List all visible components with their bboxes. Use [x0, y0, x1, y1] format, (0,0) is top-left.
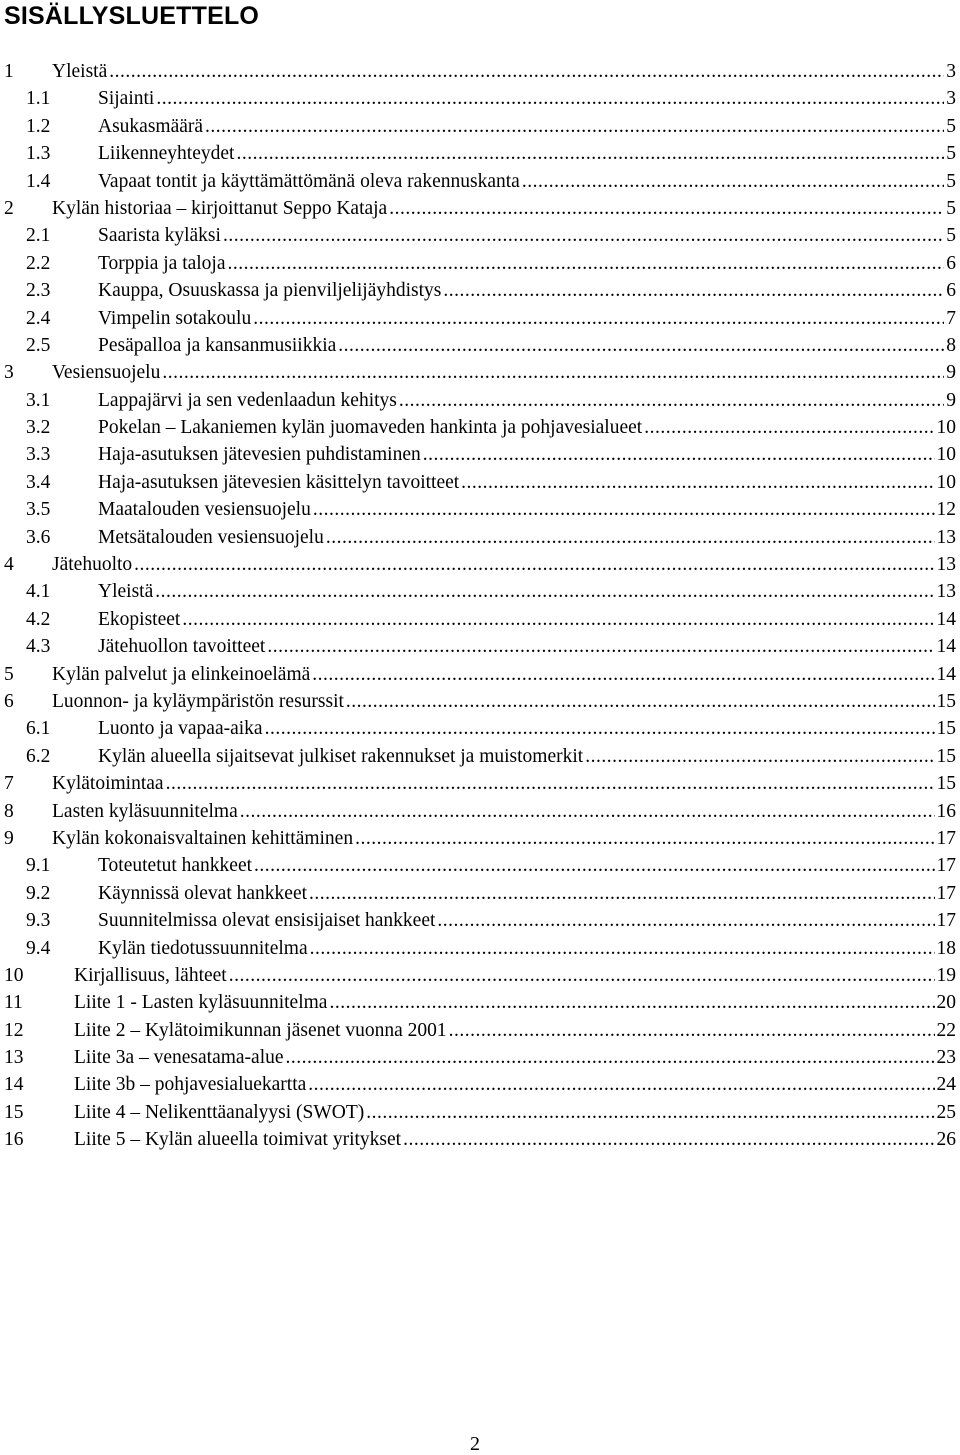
toc-entry-number: 1 [4, 61, 14, 82]
toc-entry-number: 2.1 [26, 225, 51, 247]
toc-entry-page: 14 [936, 636, 956, 658]
toc-dot-leader [240, 798, 935, 825]
toc-dot-leader [236, 140, 944, 167]
toc-entry-title: Lappajärvi ja sen vedenlaadun kehitys [98, 389, 397, 411]
toc-entry[interactable] [0, 441, 956, 468]
toc-entry-title: Suunnitelmissa olevat ensisijaiset hankkeet [98, 910, 436, 932]
toc-entry[interactable] [0, 1071, 956, 1098]
toc-entry-title: Pesäpalloa ja kansanmusiikkia [98, 334, 337, 356]
toc-entry-line [98, 332, 956, 359]
toc-entry-line [52, 688, 956, 715]
toc-entry-line [98, 414, 956, 441]
toc-entry-title: Liikenneyhteydet [98, 143, 235, 165]
toc-dot-leader [346, 688, 935, 715]
toc-dot-leader [228, 250, 945, 277]
toc-entry-page: 14 [936, 608, 956, 630]
toc-entry-number: 1.3 [26, 143, 51, 165]
toc-entry-title: Ekopisteet [98, 608, 181, 630]
toc-entry-title: Jätehuollon tavoitteet [98, 636, 266, 658]
toc-entry-number: 9 [4, 827, 14, 849]
toc-dot-leader [310, 935, 935, 962]
toc-dot-leader [155, 578, 934, 605]
toc-dot-leader [286, 1044, 935, 1071]
toc-entry-page: 3 [946, 61, 956, 82]
toc-entry-line [52, 551, 956, 578]
toc-entry-line [52, 359, 956, 386]
toc-entry-line [98, 715, 956, 742]
toc-dot-leader [254, 852, 934, 879]
toc-entry[interactable] [0, 1126, 956, 1153]
toc-entry-line [98, 277, 956, 304]
toc-entry-line [98, 524, 956, 551]
toc-entry[interactable] [0, 414, 956, 441]
toc-entry-line [52, 825, 956, 852]
toc-entry[interactable] [0, 1044, 956, 1071]
toc-entry-title: Kylän palvelut ja elinkeinoelämä [52, 663, 311, 685]
toc-dot-leader [313, 496, 935, 523]
toc-entry[interactable] [0, 633, 956, 660]
toc-entry-number: 15 [4, 1101, 24, 1123]
toc-dot-leader [522, 168, 944, 195]
toc-entry-line [52, 195, 956, 222]
toc-entry-title: Saarista kyläksi [98, 225, 221, 247]
toc-dot-leader [166, 770, 935, 797]
toc-entry-title: Yleistä [52, 61, 108, 82]
toc-dot-leader [399, 387, 944, 414]
toc-entry[interactable] [0, 85, 956, 112]
toc-entry-number: 3.3 [26, 444, 51, 466]
toc-entry-page: 15 [936, 745, 956, 767]
toc-entry-title: Kylän kokonaisvaltainen kehittäminen [52, 827, 354, 849]
toc-dot-leader [162, 359, 944, 386]
toc-entry-page: 15 [936, 773, 956, 795]
toc-entry[interactable] [0, 168, 956, 195]
toc-entry-number: 3.2 [26, 417, 51, 439]
toc-entry-title: Liite 4 – Nelikenttäanalyysi (SWOT) [74, 1101, 365, 1123]
toc-entry-title: Sijainti [98, 88, 155, 110]
toc-dot-leader [223, 222, 944, 249]
toc-dot-leader [366, 1099, 934, 1126]
toc-entry-line [98, 441, 956, 468]
toc-entry[interactable] [0, 113, 956, 140]
toc-entry-title: Vapaat tontit ja käyttämättömänä oleva rakennuskanta [98, 170, 520, 192]
toc-entry[interactable] [0, 332, 956, 359]
toc-entry-title: Haja-asutuksen jätevesien käsittelyn tavoitteet [98, 471, 460, 493]
toc-entry-number: 2 [4, 197, 14, 219]
toc-entry-title: Luonnon- ja kyläympäristön resurssit [52, 690, 344, 712]
toc-entry-page: 10 [936, 444, 956, 466]
toc-dot-leader [437, 907, 934, 934]
toc-dot-leader [338, 332, 944, 359]
toc-entry-page: 12 [936, 499, 956, 521]
toc-entry-line [98, 852, 956, 879]
toc-entry[interactable] [0, 715, 956, 742]
toc-entry-title: Yleistä [98, 581, 154, 603]
toc-entry-line [74, 989, 956, 1016]
toc-dot-leader [403, 1126, 934, 1153]
toc-entry-page: 20 [936, 992, 956, 1014]
toc-entry-line [52, 58, 956, 85]
toc-entry-line [98, 743, 956, 770]
toc-entry-title: Toteutetut hankkeet [98, 855, 253, 877]
toc-entry[interactable] [0, 58, 956, 85]
toc-entry-number: 1.1 [26, 88, 51, 110]
toc-entry-line [98, 140, 956, 167]
toc-dot-leader [267, 633, 934, 660]
toc-entry-number: 3.1 [26, 389, 51, 411]
toc-entry-line [52, 661, 956, 688]
toc-entry-title: Vesiensuojelu [52, 362, 161, 384]
toc-entry[interactable] [0, 798, 956, 825]
toc-entry-title: Torppia ja taloja [98, 252, 226, 274]
toc-entry[interactable] [0, 1017, 956, 1044]
toc-entry[interactable] [0, 140, 956, 167]
toc-entry-line [98, 578, 956, 605]
toc-dot-leader [355, 825, 934, 852]
toc-entry-title: Liite 5 – Kylän alueella toimivat yritykset [74, 1129, 402, 1151]
toc-entry-number: 9.3 [26, 910, 51, 932]
toc-dot-leader [205, 113, 944, 140]
toc-entry[interactable] [0, 387, 956, 414]
toc-entry-title: Kylätoimintaa [52, 773, 164, 795]
toc-entry-title: Vimpelin sotakoulu [98, 307, 252, 329]
toc-entry-title: Kauppa, Osuuskassa ja pienviljelijäyhdistys [98, 280, 442, 302]
toc-entry-title: Kirjallisuus, lähteet [74, 964, 227, 986]
toc-entry-line [98, 85, 956, 112]
toc-entry-page: 5 [946, 197, 956, 219]
toc-entry[interactable] [0, 606, 956, 633]
toc-entry-number: 13 [4, 1047, 24, 1069]
toc-entry-line [74, 1071, 956, 1098]
toc-entry[interactable] [0, 743, 956, 770]
toc-entry-line [98, 880, 956, 907]
page-number: 2 [470, 1433, 480, 1455]
toc-entry-page: 5 [946, 225, 956, 247]
toc-entry[interactable] [0, 661, 956, 688]
toc-dot-leader [449, 1017, 935, 1044]
toc-entry-number: 4.2 [26, 608, 51, 630]
toc-entry-number: 6.2 [26, 745, 51, 767]
toc-entry-number: 2.4 [26, 307, 51, 329]
toc-entry-number: 9.1 [26, 855, 51, 877]
toc-entry-title: Liite 1 - Lasten kyläsuunnitelma [74, 992, 328, 1014]
toc-entry-title: Haja-asutuksen jätevesien puhdistaminen [98, 444, 421, 466]
toc-entry[interactable] [0, 880, 956, 907]
toc-entry-page: 24 [936, 1074, 956, 1096]
toc-entry-line [52, 798, 956, 825]
toc-entry[interactable] [0, 277, 956, 304]
toc-entry-number: 3.4 [26, 471, 51, 493]
toc-dot-leader [389, 195, 944, 222]
table-of-contents [0, 58, 960, 1154]
page-title: SISÄLLYSLUETTELO [4, 2, 260, 30]
toc-entry-page: 10 [936, 417, 956, 439]
toc-entry-line [98, 606, 956, 633]
toc-entry-page: 18 [936, 937, 956, 959]
toc-entry-page: 19 [936, 964, 956, 986]
toc-entry-line [98, 222, 956, 249]
toc-entry[interactable] [0, 469, 956, 496]
toc-entry[interactable] [0, 359, 956, 386]
toc-entry-page: 7 [946, 307, 956, 329]
toc-dot-leader [229, 962, 935, 989]
toc-entry-page: 23 [936, 1047, 956, 1069]
toc-entry-page: 9 [946, 389, 956, 411]
toc-entry-number: 9.4 [26, 937, 51, 959]
toc-entry[interactable] [0, 935, 956, 962]
toc-entry-line [98, 496, 956, 523]
toc-entry-page: 5 [946, 115, 956, 137]
toc-entry-line [98, 935, 956, 962]
toc-dot-leader [265, 715, 935, 742]
toc-entry[interactable] [0, 551, 956, 578]
toc-entry-number: 14 [4, 1074, 24, 1096]
toc-entry-page: 6 [946, 252, 956, 274]
toc-entry-page: 9 [946, 362, 956, 384]
toc-dot-leader [443, 277, 944, 304]
toc-entry-line [98, 250, 956, 277]
toc-dot-leader [309, 880, 934, 907]
toc-entry-line [52, 770, 956, 797]
toc-entry-number: 4.3 [26, 636, 51, 658]
toc-entry-line [74, 1017, 956, 1044]
toc-entry-page: 16 [936, 800, 956, 822]
toc-dot-leader [182, 606, 934, 633]
toc-dot-leader [109, 58, 944, 85]
toc-entry-title: Luonto ja vapaa-aika [98, 718, 263, 740]
toc-entry-number: 6 [4, 690, 14, 712]
toc-entry[interactable] [0, 578, 956, 605]
toc-entry-title: Liite 2 – Kylätoimikunnan jäsenet vuonna 2001 [74, 1019, 447, 1041]
toc-entry-number: 2.2 [26, 252, 51, 274]
toc-entry-line [74, 1126, 956, 1153]
toc-entry-line [98, 907, 956, 934]
toc-entry-page: 22 [936, 1019, 956, 1041]
toc-dot-leader [312, 661, 934, 688]
toc-entry-page: 26 [936, 1129, 956, 1151]
toc-dot-leader [253, 305, 944, 332]
toc-dot-leader [329, 989, 934, 1016]
toc-entry-page: 5 [946, 143, 956, 165]
toc-entry[interactable] [0, 496, 956, 523]
toc-entry-page: 8 [946, 334, 956, 356]
toc-entry-number: 3.5 [26, 499, 51, 521]
toc-entry-number: 2.5 [26, 334, 51, 356]
toc-entry-page: 15 [936, 718, 956, 740]
toc-dot-leader [134, 551, 934, 578]
toc-entry-number: 9.2 [26, 882, 51, 904]
toc-entry-title: Kylän alueella sijaitsevat julkiset rakennukset ja muistomerkit [98, 745, 584, 767]
toc-entry[interactable] [0, 222, 956, 249]
toc-dot-leader [156, 85, 944, 112]
toc-entry[interactable] [0, 770, 956, 797]
toc-entry-line [74, 1044, 956, 1071]
toc-entry[interactable] [0, 524, 956, 551]
toc-dot-leader [326, 524, 935, 551]
toc-entry-number: 16 [4, 1129, 24, 1151]
toc-entry-page: 3 [946, 88, 956, 110]
toc-entry-title: Liite 3a – venesatama-alue [74, 1047, 284, 1069]
toc-entry-page: 17 [936, 910, 956, 932]
toc-entry-page: 14 [936, 663, 956, 685]
toc-entry-title: Kylän tiedotussuunnitelma [98, 937, 308, 959]
toc-entry-page: 15 [936, 690, 956, 712]
toc-entry-number: 3 [4, 362, 14, 384]
toc-entry-line [98, 469, 956, 496]
toc-entry-number: 8 [4, 800, 14, 822]
toc-entry-number: 1.2 [26, 115, 51, 137]
toc-entry-number: 7 [4, 773, 14, 795]
toc-entry-line [74, 1099, 956, 1126]
toc-entry[interactable] [0, 250, 956, 277]
toc-entry-line [98, 387, 956, 414]
toc-entry-line [98, 113, 956, 140]
toc-dot-leader [644, 414, 934, 441]
toc-dot-leader [308, 1071, 934, 1098]
toc-entry-page: 17 [936, 882, 956, 904]
toc-entry-line [74, 962, 956, 989]
toc-entry[interactable] [0, 688, 956, 715]
toc-entry-page: 13 [936, 581, 956, 603]
toc-entry-title: Jätehuolto [52, 554, 133, 576]
toc-entry[interactable] [0, 305, 956, 332]
toc-entry-page: 5 [946, 170, 956, 192]
toc-entry-number: 11 [4, 992, 23, 1014]
toc-entry-number: 6.1 [26, 718, 51, 740]
toc-entry-number: 2.3 [26, 280, 51, 302]
toc-entry-title: Lasten kyläsuunnitelma [52, 800, 238, 822]
toc-entry-title: Metsätalouden vesiensuojelu [98, 526, 324, 548]
toc-entry-title: Maatalouden vesiensuojelu [98, 499, 311, 521]
toc-dot-leader [423, 441, 935, 468]
toc-entry[interactable] [0, 852, 956, 879]
toc-entry-number: 5 [4, 663, 14, 685]
toc-entry-title: Pokelan – Lakaniemen kylän juomaveden hankinta ja pohjavesialueet [98, 417, 643, 439]
toc-entry-page: 10 [936, 471, 956, 493]
toc-entry-line [98, 168, 956, 195]
toc-entry-number: 3.6 [26, 526, 51, 548]
toc-entry-page: 13 [936, 554, 956, 576]
toc-entry-line [98, 305, 956, 332]
toc-entry-page: 17 [936, 827, 956, 849]
toc-entry-number: 1.4 [26, 170, 51, 192]
toc-entry-number: 10 [4, 964, 24, 986]
toc-entry-page: 13 [936, 526, 956, 548]
toc-entry-title: Kylän historiaa – kirjoittanut Seppo Kataja [52, 197, 388, 219]
toc-entry[interactable] [0, 989, 956, 1016]
toc-dot-leader [461, 469, 934, 496]
toc-entry-number: 4.1 [26, 581, 51, 603]
toc-entry-line [98, 633, 956, 660]
toc-entry-number: 4 [4, 554, 14, 576]
toc-entry-title: Käynnissä olevat hankkeet [98, 882, 308, 904]
toc-entry-page: 17 [936, 855, 956, 877]
toc-dot-leader [585, 743, 934, 770]
toc-entry[interactable] [0, 907, 956, 934]
toc-entry-title: Liite 3b – pohjavesialuekartta [74, 1074, 307, 1096]
toc-entry[interactable] [0, 1099, 956, 1126]
toc-entry-number: 12 [4, 1019, 24, 1041]
toc-entry[interactable] [0, 825, 956, 852]
toc-entry-page: 6 [946, 280, 956, 302]
toc-entry[interactable] [0, 962, 956, 989]
toc-entry-title: Asukasmäärä [98, 115, 204, 137]
toc-entry-page: 25 [936, 1101, 956, 1123]
toc-entry[interactable] [0, 195, 956, 222]
